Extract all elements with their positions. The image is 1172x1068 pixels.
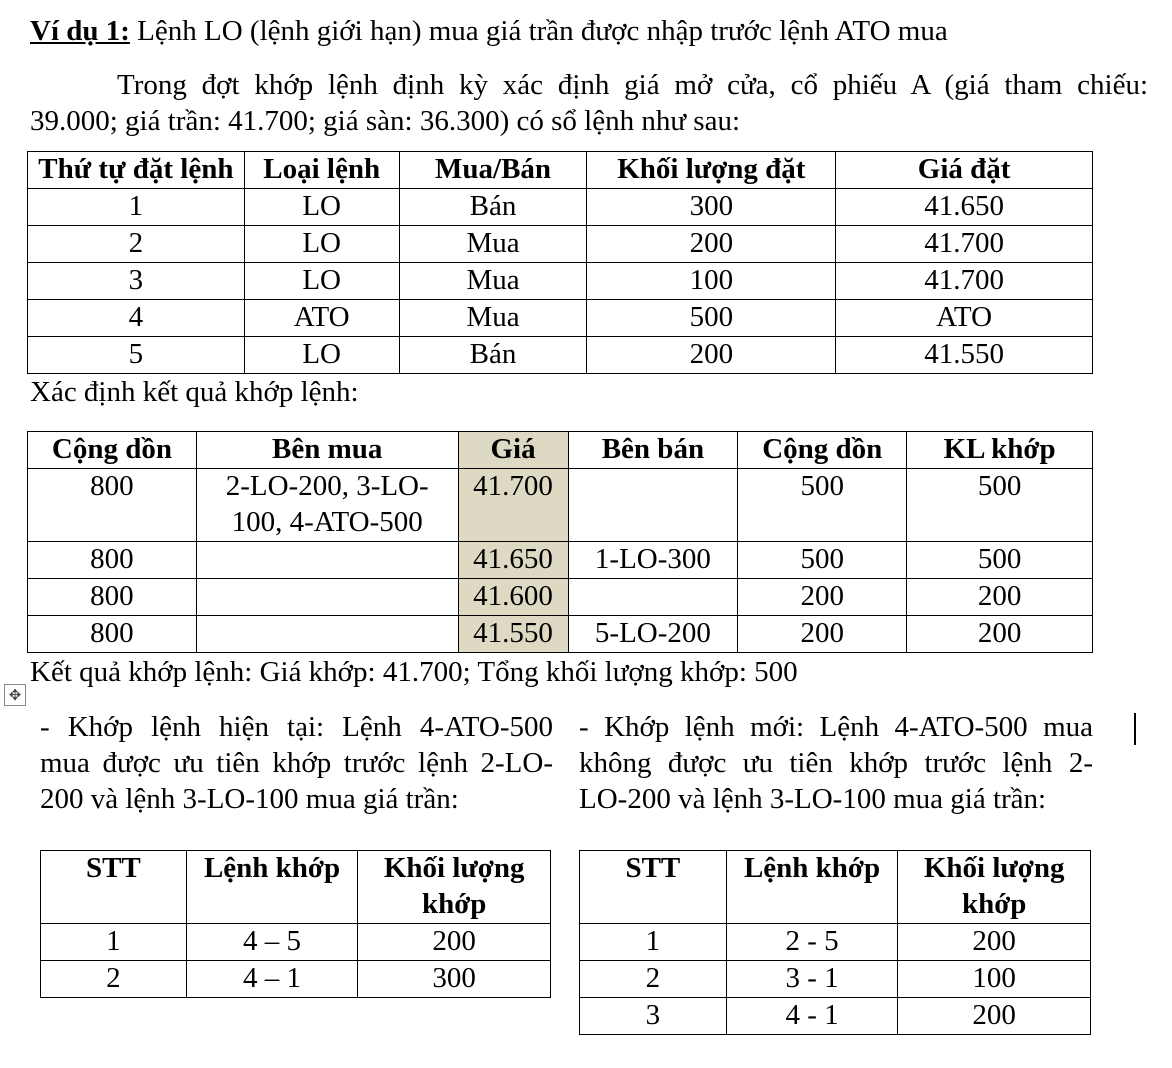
table-cell: 300 (587, 189, 836, 226)
example-title: Lệnh LO (lệnh giới hạn) mua giá trần được nhập trước lệnh ATO mua (129, 15, 948, 47)
table-cell: 4 – 1 (186, 960, 358, 997)
table-cell: 41.650 (458, 541, 568, 578)
table-cell (568, 578, 738, 615)
table-cell: 200 (587, 337, 836, 374)
intro-line-2: 39.000; giá trần: 41.700; giá sàn: 36.300) có sổ lệnh như sau: (30, 104, 741, 137)
current-matching-table (40, 850, 551, 998)
table-cell (568, 469, 738, 542)
table-row (580, 923, 1091, 960)
table-cell: 200 (738, 578, 907, 615)
column-header: Loại lệnh (244, 152, 399, 189)
column-header: Giá đặt (836, 152, 1093, 189)
table-cell (196, 541, 458, 578)
order-book-table (27, 151, 1093, 374)
table-cell: 500 (587, 300, 836, 337)
table-cell: Mua (399, 226, 587, 263)
table-cell: 41.700 (458, 469, 568, 542)
intro-paragraph (30, 68, 1148, 140)
column-header: Cộng dồn (738, 432, 907, 469)
column-header: Khối lượng đặt (587, 152, 836, 189)
column-header: KL khớp (907, 432, 1093, 469)
table-cell: 2 (41, 960, 187, 997)
column-header: Mua/Bán (399, 152, 587, 189)
buy-side-line: 100, 4-ATO-500 (231, 505, 423, 538)
table-cell: 41.700 (836, 226, 1093, 263)
table-cell: 800 (28, 615, 197, 652)
table-cell: 5 (28, 337, 245, 374)
table-cell: 41.550 (458, 615, 568, 652)
table-cell: Bán (399, 337, 587, 374)
table-cell: 41.600 (458, 578, 568, 615)
intro-line-1: Trong đợt khớp lệnh định kỳ xác định giá mở cửa, cổ phiếu A (giá tham chiếu: (117, 69, 1148, 101)
table-cell: LO (244, 263, 399, 300)
table-cell: 2 - 5 (726, 923, 898, 960)
table-row (580, 960, 1091, 997)
move-cross-icon[interactable]: ✥ (4, 684, 26, 706)
matching-subheading: Xác định kết quả khớp lệnh: (30, 376, 359, 408)
buy-side-line: 2-LO-200, 3-LO- (225, 470, 429, 502)
text-line: mua được ưu tiên khớp trước lệnh 2-LO- (40, 746, 553, 779)
table-cell: 5-LO-200 (568, 615, 738, 652)
table-cell: 1-LO-300 (568, 541, 738, 578)
table-cell: 200 (898, 923, 1091, 960)
text-line: 200 và lệnh 3-LO-100 mua giá trần: (40, 782, 459, 815)
table-cell: 4 (28, 300, 245, 337)
table-cell: 41.650 (836, 189, 1093, 226)
table-row (28, 189, 1093, 226)
table-row (28, 469, 1093, 542)
table-row (28, 226, 1093, 263)
table-cell: 800 (28, 469, 197, 542)
table-cell: Mua (399, 300, 587, 337)
table-cell: 500 (738, 541, 907, 578)
table-row (28, 541, 1093, 578)
table-cell: 3 (580, 997, 727, 1034)
table-cell: ATO (836, 300, 1093, 337)
column-header: Bên bán (568, 432, 738, 469)
table-cell: 200 (587, 226, 836, 263)
table-cell: 500 (907, 469, 1093, 542)
table-cell: 2 (28, 226, 245, 263)
column-header: Cộng dồn (28, 432, 197, 469)
text-line: LO-200 và lệnh 3-LO-100 mua giá trần: (579, 782, 1047, 815)
table-row (28, 300, 1093, 337)
table-cell: 100 (898, 960, 1091, 997)
table-cell: 800 (28, 541, 197, 578)
column-header: STT (41, 851, 187, 924)
example-label: Ví dụ 1: (30, 15, 130, 47)
matching-result: Kết quả khớp lệnh: Giá khớp: 41.700; Tổng khối lượng khớp: 500 (30, 656, 798, 688)
column-header: Lệnh khớp (186, 851, 358, 924)
table-header-row (28, 432, 1093, 469)
text-line: không được ưu tiên khớp trước lệnh 2- (579, 746, 1093, 779)
table-cell: 800 (28, 578, 197, 615)
column-header: Khối lượng khớp (898, 851, 1091, 924)
table-header-row (28, 152, 1093, 189)
new-matching-text (579, 710, 1093, 818)
table-header-row (41, 851, 551, 924)
column-header: Giá (458, 432, 568, 469)
column-header: Thứ tự đặt lệnh (28, 152, 245, 189)
table-cell: ATO (244, 300, 399, 337)
buy-side-cell (196, 469, 458, 542)
table-cell: 300 (358, 960, 551, 997)
table-cell: LO (244, 337, 399, 374)
example-heading (30, 14, 948, 50)
table-cell: 1 (580, 923, 727, 960)
text-cursor (1134, 713, 1136, 745)
table-cell: LO (244, 189, 399, 226)
column-header: Lệnh khớp (726, 851, 898, 924)
table-cell: 41.700 (836, 263, 1093, 300)
table-cell: 200 (907, 615, 1093, 652)
table-cell: LO (244, 226, 399, 263)
table-row (580, 997, 1091, 1034)
table-cell: 100 (587, 263, 836, 300)
table-cell: 4 – 5 (186, 923, 358, 960)
table-cell: 200 (738, 615, 907, 652)
table-cell: 1 (41, 923, 187, 960)
table-row (28, 615, 1093, 652)
table-cell: 200 (358, 923, 551, 960)
table-cell: 1 (28, 189, 245, 226)
table-row (28, 263, 1093, 300)
column-header: STT (580, 851, 727, 924)
new-matching-table (579, 850, 1091, 1035)
table-cell: 3 - 1 (726, 960, 898, 997)
table-cell: 500 (907, 541, 1093, 578)
table-cell: 4 - 1 (726, 997, 898, 1034)
current-matching-text (40, 710, 553, 818)
table-cell: 2 (580, 960, 727, 997)
table-cell: 200 (898, 997, 1091, 1034)
table-cell (196, 615, 458, 652)
table-row (28, 337, 1093, 374)
table-cell (196, 578, 458, 615)
table-cell: Bán (399, 189, 587, 226)
text-line: - Khớp lệnh hiện tại: Lệnh 4-ATO-500 (40, 711, 553, 743)
table-header-row (580, 851, 1091, 924)
matching-table (27, 431, 1093, 653)
table-cell: 41.550 (836, 337, 1093, 374)
column-header: Bên mua (196, 432, 458, 469)
table-cell: 200 (907, 578, 1093, 615)
table-row (41, 923, 551, 960)
column-header: Khối lượng khớp (358, 851, 551, 924)
table-cell: Mua (399, 263, 587, 300)
table-cell: 3 (28, 263, 245, 300)
table-row (41, 960, 551, 997)
text-line: - Khớp lệnh mới: Lệnh 4-ATO-500 mua (579, 711, 1093, 743)
table-cell: 500 (738, 469, 907, 542)
table-row (28, 578, 1093, 615)
